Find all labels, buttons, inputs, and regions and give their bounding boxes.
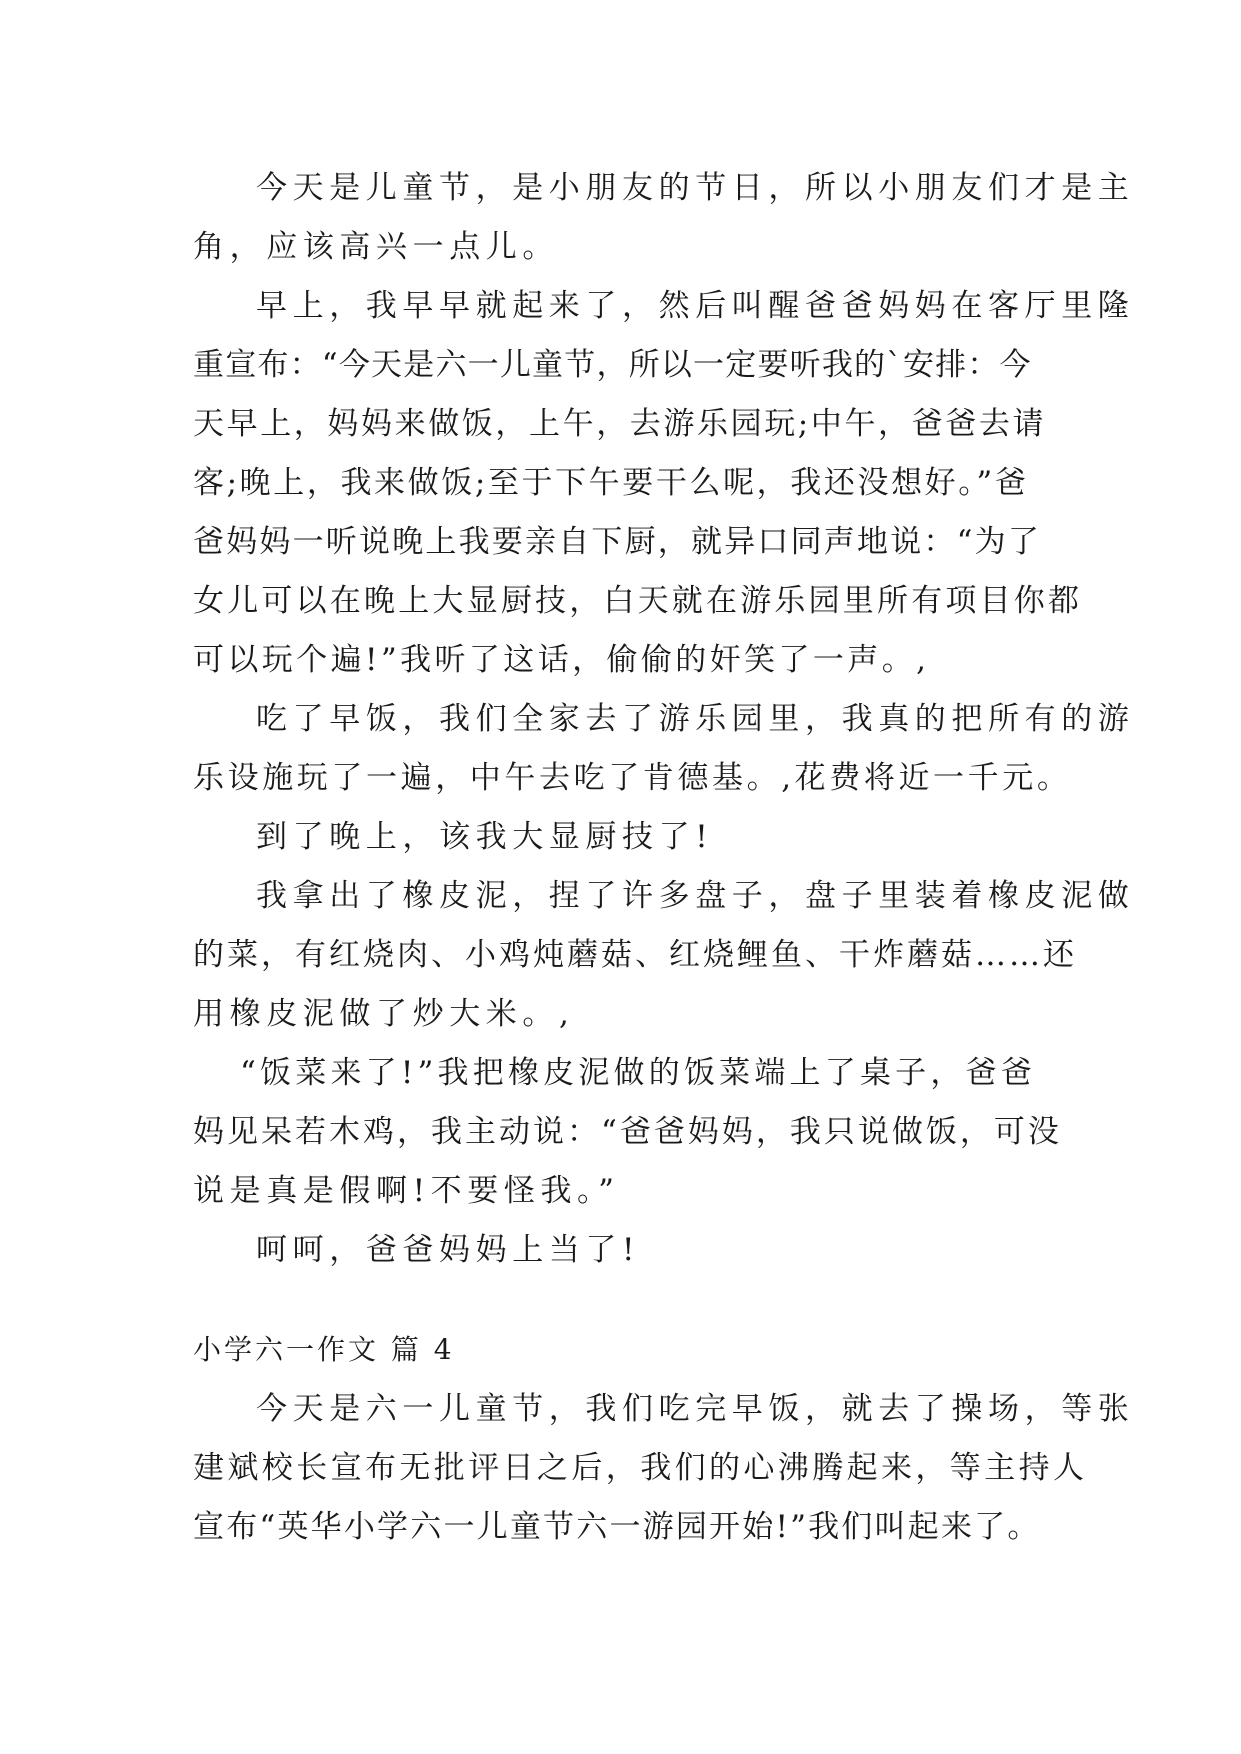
paragraph-line: 今天是六一儿童节，我们吃完早饭，就去了操场，等张 xyxy=(256,1391,1135,1427)
paragraph-line: 乐设施玩了一遍，中午去吃了肯德基。,花费将近一千元。 xyxy=(193,760,1072,796)
paragraph-line: 到了晚上，该我大显厨技了! xyxy=(256,819,714,855)
section-heading: 小学六一作文 篇 4 xyxy=(193,1333,455,1366)
paragraph-line: 建斌校长宣布无批评日之后，我们的心沸腾起来，等主持人 xyxy=(193,1450,1088,1486)
paragraph-line: 客;晚上，我来做饭;至于下午要干么呢，我还没想好。”爸 xyxy=(193,465,1029,501)
paragraph-line: 天早上，妈妈来做饭，上午，去游乐园玩;中午，爸爸去请 xyxy=(193,406,1047,442)
paragraph-line: 用橡皮泥做了炒大米。, xyxy=(193,996,575,1032)
paragraph-line: 的菜，有红烧肉、小鸡炖蘑菇、红烧鲤鱼、干炸蘑菇……还 xyxy=(193,937,1077,973)
paragraph-line: 爸妈妈一听说晚上我要亲自下厨，就异口同声地说：“为了 xyxy=(193,524,1042,560)
paragraph-line: 早上，我早早就起来了，然后叫醒爸爸妈妈在客厅里隆 xyxy=(256,288,1135,324)
paragraph-line: 角，应该高兴一点儿。 xyxy=(193,229,559,265)
paragraph-line: 可以玩个遍!”我听了这话，偷偷的奸笑了一声。, xyxy=(193,642,930,678)
paragraph-line: 吃了早饭，我们全家去了游乐园里，我真的把所有的游 xyxy=(256,701,1135,737)
paragraph-line: “饭菜来了!”我把橡皮泥做的饭菜端上了桌子，爸爸 xyxy=(240,1055,1036,1091)
paragraph-line: 我拿出了橡皮泥，捏了许多盘子，盘子里装着橡皮泥做 xyxy=(256,878,1135,914)
paragraph-line: 女儿可以在晚上大显厨技，白天就在游乐园里所有项目你都 xyxy=(193,583,1083,619)
paragraph-line: 宣布“英华小学六一儿童节六一游园开始!”我们叫起来了。 xyxy=(193,1509,1041,1545)
paragraph-line: 今天是儿童节，是小朋友的节日，所以小朋友们才是主 xyxy=(256,170,1135,206)
paragraph-line: 重宣布：“今天是六一儿童节，所以一定要听我的`安排：今 xyxy=(193,347,1032,383)
paragraph-line: 说是真是假啊!不要怪我。” xyxy=(193,1173,620,1209)
paragraph-line: 呵呵，爸爸妈妈上当了! xyxy=(256,1232,641,1268)
paragraph-line: 妈见呆若木鸡，我主动说：“爸爸妈妈，我只说做饭，可没 xyxy=(193,1114,1062,1150)
